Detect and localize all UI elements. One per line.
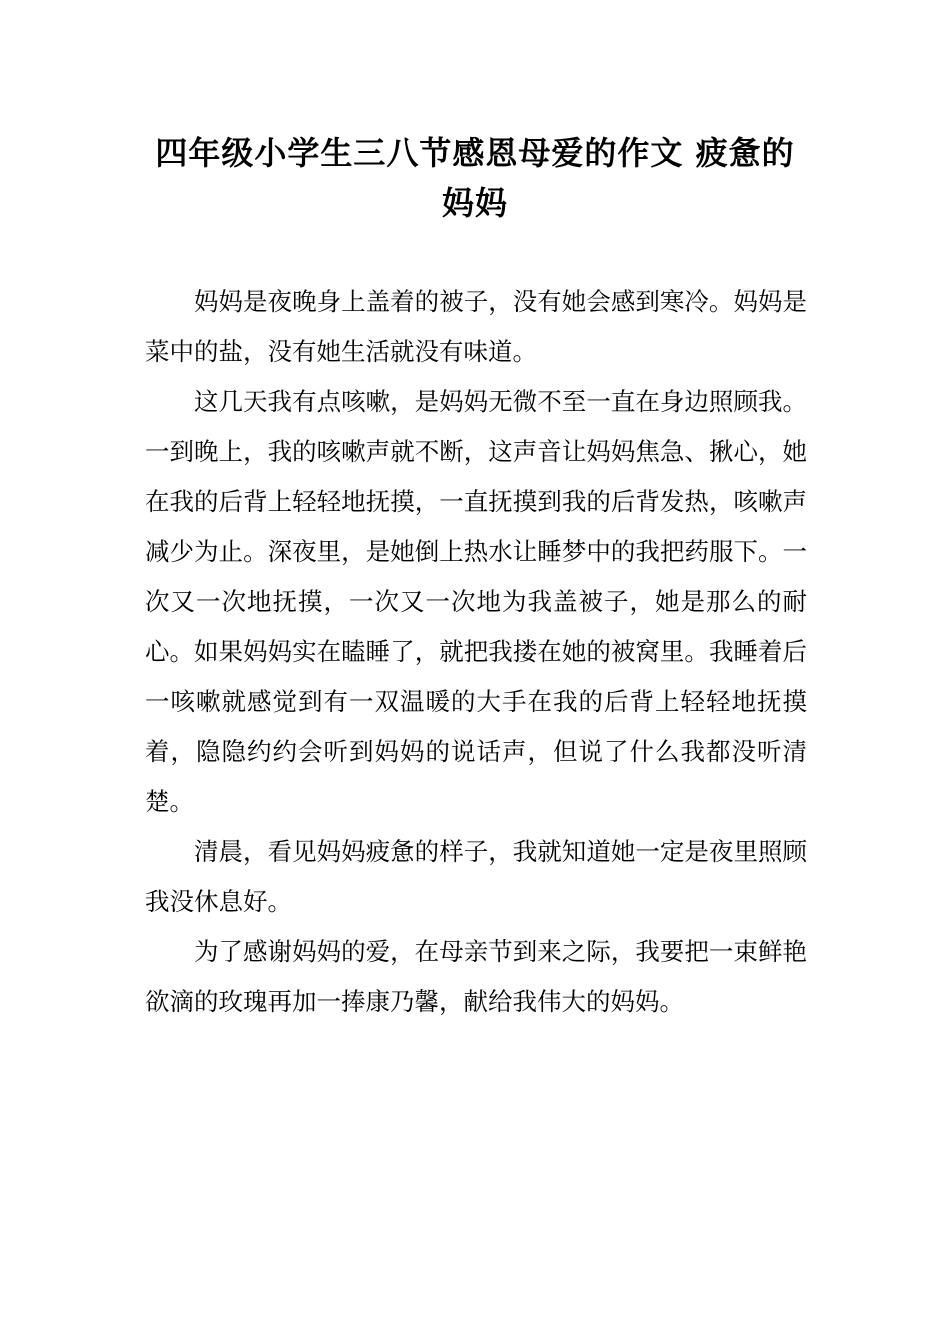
paragraph: 妈妈是夜晚身上盖着的被子，没有她会感到寒冷。妈妈是菜中的盐，没有她生活就没有味道。: [145, 287, 807, 366]
document-title: 四年级小学生三八节感恩母爱的作文 疲惫的妈妈: [155, 134, 795, 222]
paragraph: 清晨，看见妈妈疲惫的样子，我就知道她一定是夜里照顾我没休息好。: [145, 837, 807, 916]
paragraph: 这几天我有点咳嗽，是妈妈无微不至一直在身边照顾我。一到晚上，我的咳嗽声就不断，这声音让妈妈焦急、揪心，她在我的后背上轻轻地抚摸，一直抚摸到我的后背发热，咳嗽声减少为止。深夜里，是她倒上热水让睡梦中的我把药服下。一次又一次地抚摸，一次又一次地为我盖被子，她是那么的耐心。如果妈妈实在瞌睡了，就把我搂在她的被窝里。我睡着后一咳嗽就感觉到有一双温暖的大手在我的后背上轻轻地抚摸着，隐隐约约会听到妈妈的说话声，但说了什么我都没听清楚。: [145, 387, 807, 816]
paragraph: 为了感谢妈妈的爱，在母亲节到来之际，我要把一束鲜艳欲滴的玫瑰再加一捧康乃馨，献给我伟大的妈妈。: [145, 937, 807, 1016]
document-body: [145, 277, 807, 1027]
